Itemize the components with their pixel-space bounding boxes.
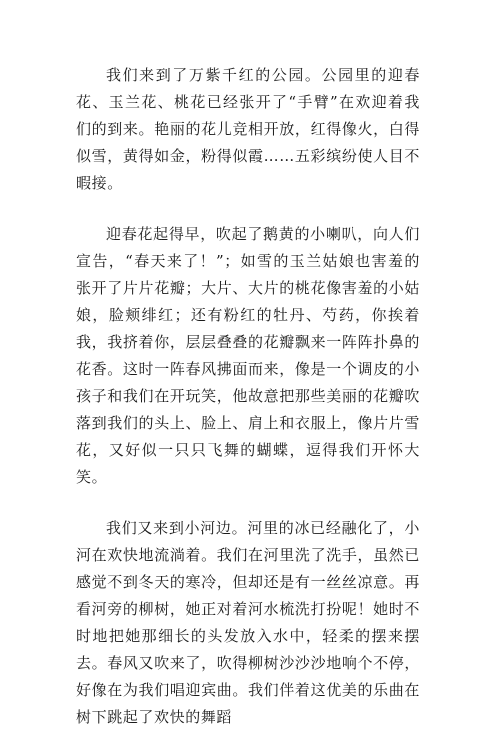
paragraph-park-flowers: 我们来到了万紫千红的公园。公园里的迎春花、玉兰花、桃花已经张开了“手臂”在欢迎着我们的到来。艳丽的花儿竞相开放，红得像火，白得似雪，黄得如金，粉得似霞……五彩缤纷使人目不暇接。 xyxy=(76,66,420,192)
paragraph-spring-blossoms: 迎春花起得早，吹起了鹅黄的小喇叭，向人们宣告，“春天来了！”；如雪的玉兰姑娘也害羞的张开了片片花瓣；大片、大片的桃花像害羞的小姑娘，脸颊绯红；还有粉红的牡丹、芍药，你挨着我，我挤着你，层层叠叠的花瓣飘来一阵阵扑鼻的花香。这时一阵春风拂面而来，像是一个调皮的小孩子和我们在开玩笑，他故意把那些美丽的花瓣吹落到我们的头上、脸上、肩上和衣服上，像片片雪花，又好似一只只飞舞的蝴蝶，逗得我们开怀大笑。 xyxy=(76,225,420,486)
paragraph-riverside: 我们又来到小河边。河里的冰已经融化了，小河在欢快地流淌着。我们在河里洗了洗手，虽然已感觉不到冬天的寒冷，但却还是有一丝丝凉意。再看河旁的柳树，她正对着河水梳洗打扮呢！她时不时地把她那细长的头发放入水中，轻柔的摆来摆去。春风又吹来了，吹得柳树沙沙沙地响个不停，好像在为我们唱迎宾曲。我们伴着这优美的乐曲在树下跳起了欢快的舞蹈 xyxy=(76,519,420,726)
document-body xyxy=(76,62,420,731)
